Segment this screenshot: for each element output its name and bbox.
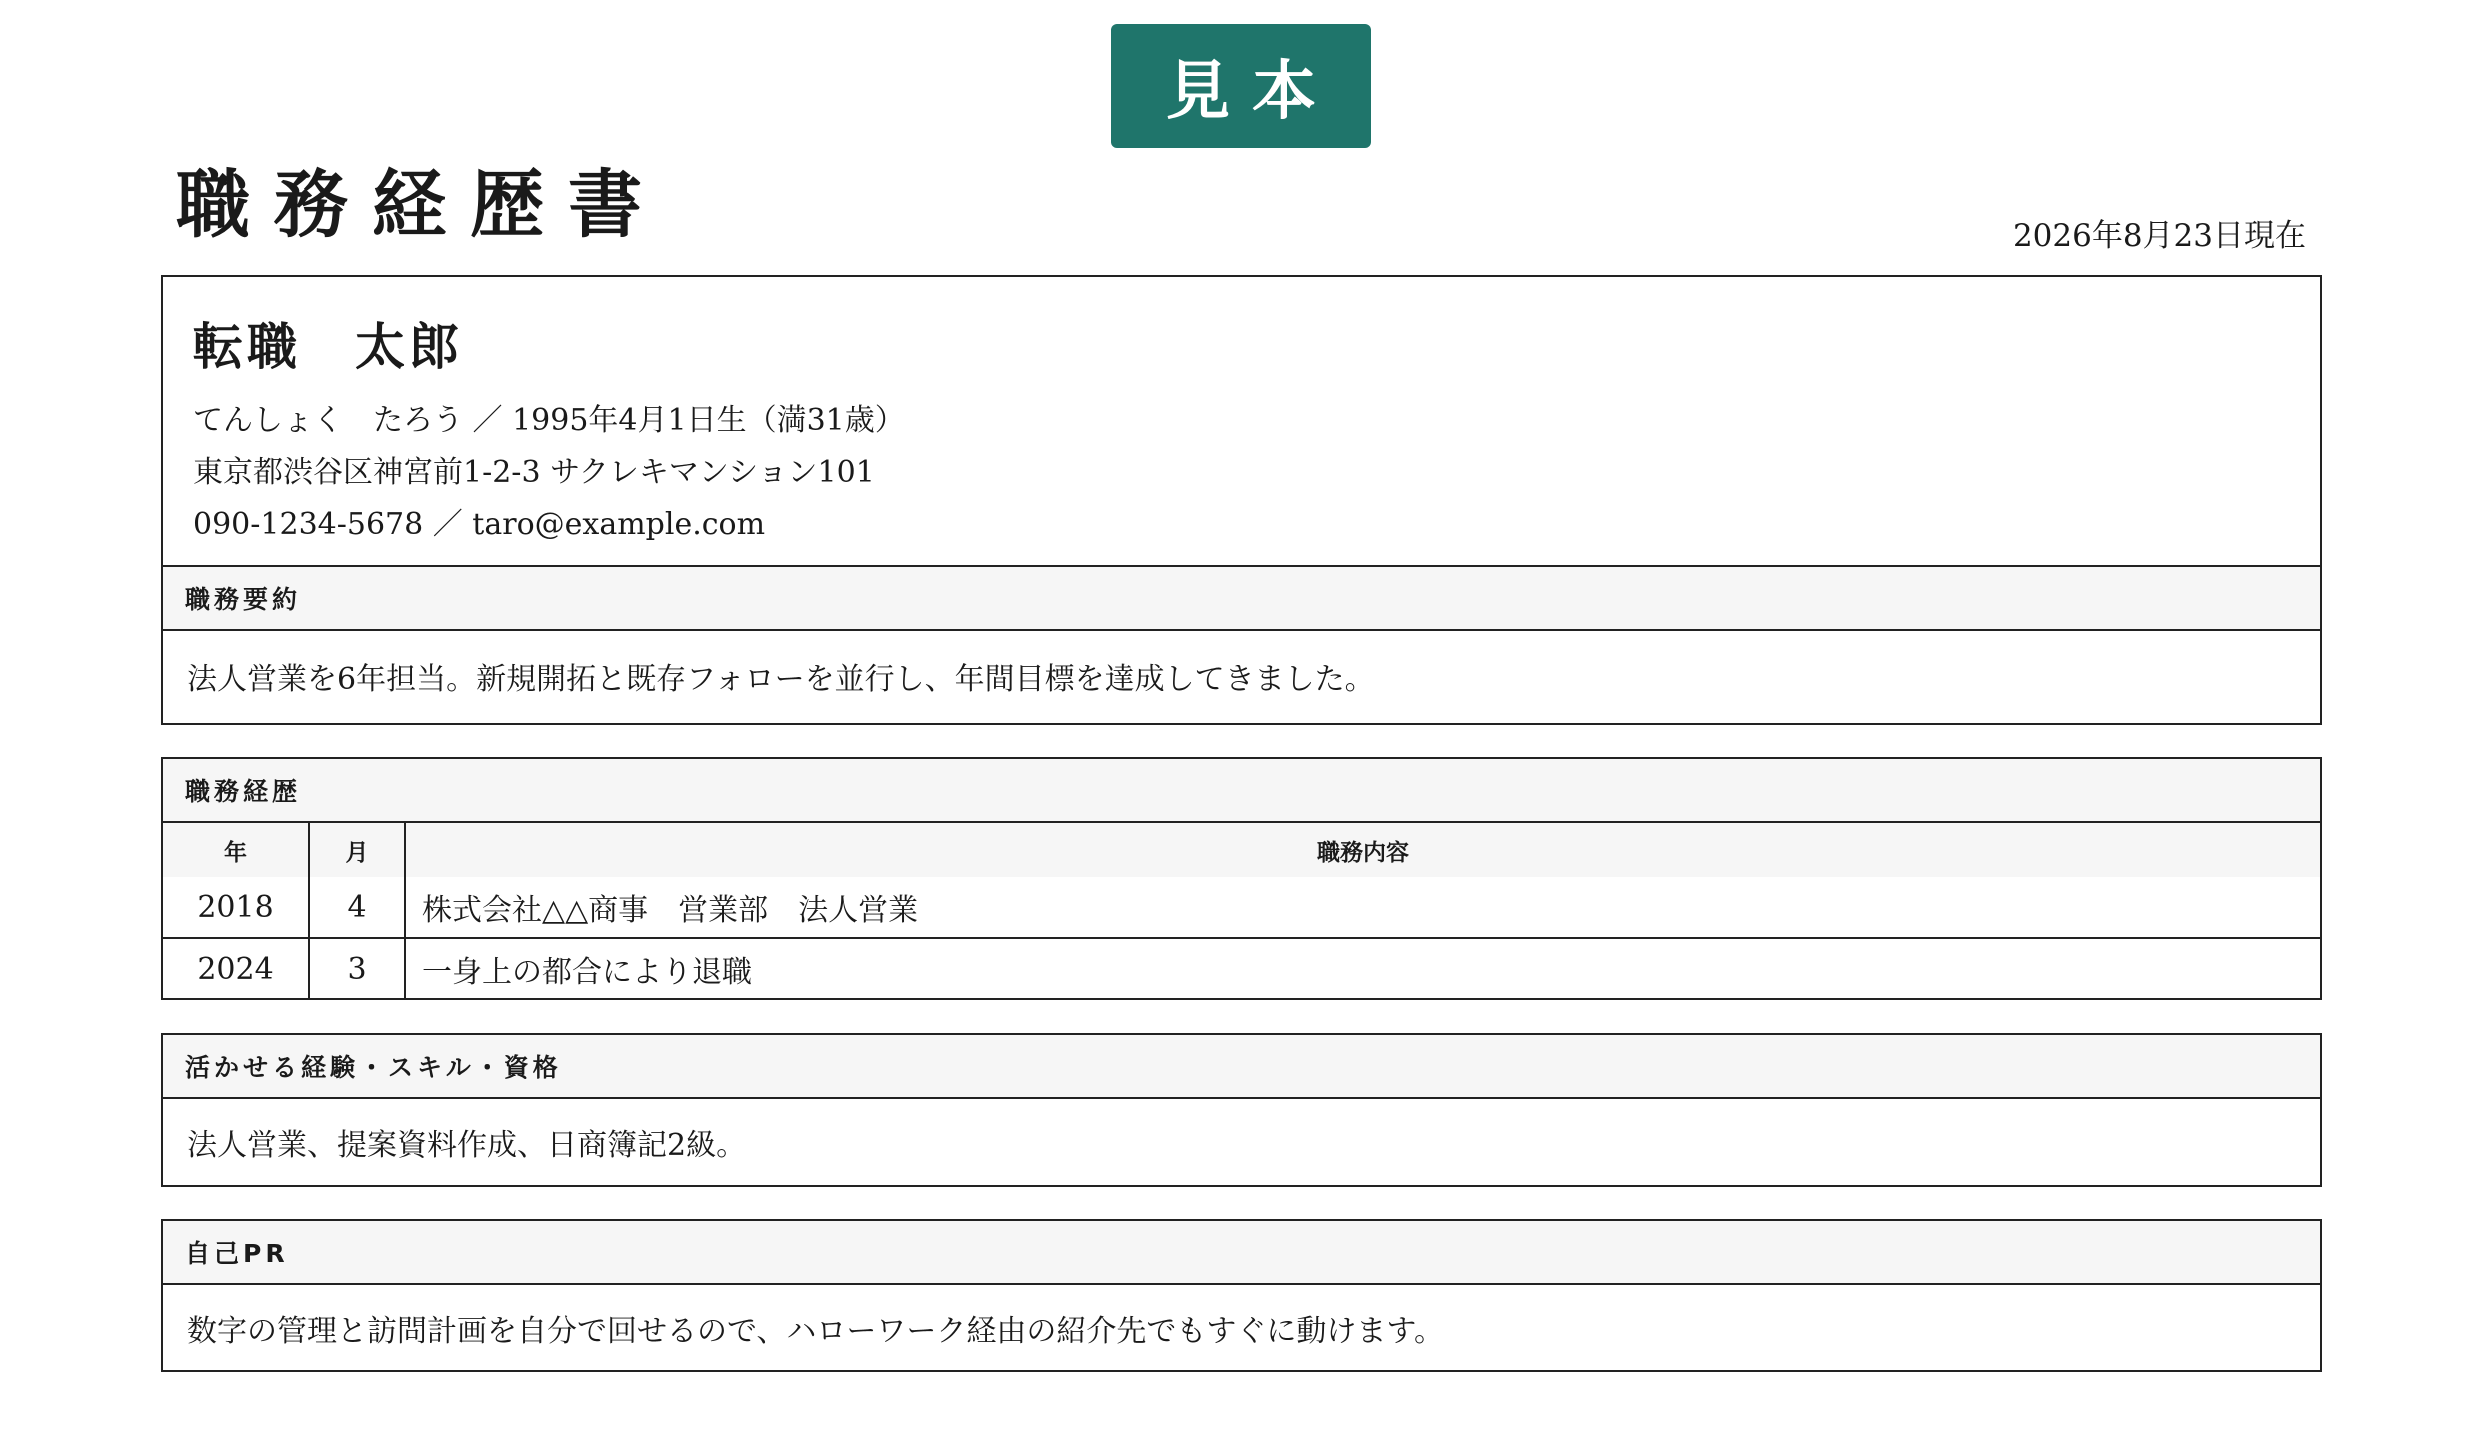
skills-section xyxy=(161,1033,2322,1187)
cell-detail: 株式会社△△商事 営業部 法人営業 xyxy=(422,893,919,928)
table-header-row xyxy=(163,823,2320,877)
profile-section xyxy=(161,275,2322,569)
skills-text: 法人営業、提案資料作成、日商簿記2級。 xyxy=(187,1128,747,1163)
summary-section xyxy=(161,567,2322,725)
cell-year: 2024 xyxy=(163,938,309,999)
summary-text: 法人営業を6年担当。新規開拓と既存フォローを並行し、年間目標を達成してきました。 xyxy=(187,662,1375,697)
kana-birthdate: てんしょく たろう ／ 1995年4月1日生（満31歳） xyxy=(193,403,905,438)
skills-heading: 活かせる経験・スキル・資格 xyxy=(163,1035,2320,1099)
as-of-date: 2026年8月23日現在 xyxy=(2012,218,2306,254)
applicant-name: 転職 太郎 xyxy=(193,317,463,376)
self-pr-text: 数字の管理と訪問計画を自分で回せるので、ハローワーク経由の紹介先でもすぐに動けます。 xyxy=(187,1313,1444,1349)
career-section xyxy=(161,757,2322,1000)
cell-detail: 一身上の都合により退職 xyxy=(405,938,2320,999)
career-heading: 職務経歴 xyxy=(163,759,2320,823)
cell-year: 2018 xyxy=(163,877,309,938)
address: 東京都渋谷区神宮前1-2-3 サクレキマンション101 xyxy=(193,455,875,490)
column-header-year: 年 xyxy=(163,823,309,877)
self-pr-section xyxy=(161,1219,2322,1372)
career-table xyxy=(163,823,2320,999)
table-row xyxy=(163,938,2320,999)
column-header-detail: 職務内容 xyxy=(405,823,2320,877)
column-header-month: 月 xyxy=(309,823,405,877)
contact-info: 090-1234-5678 ／ taro@example.com xyxy=(193,507,766,542)
self-pr-heading: 自己PR xyxy=(163,1221,2320,1285)
cell-month: 4 xyxy=(309,877,405,938)
summary-heading: 職務要約 xyxy=(163,567,2320,631)
table-row xyxy=(163,877,2320,938)
document-title: 職務経歴書 xyxy=(176,162,666,248)
cell-month: 3 xyxy=(309,938,405,999)
sample-badge: 見本 xyxy=(1111,24,1371,148)
